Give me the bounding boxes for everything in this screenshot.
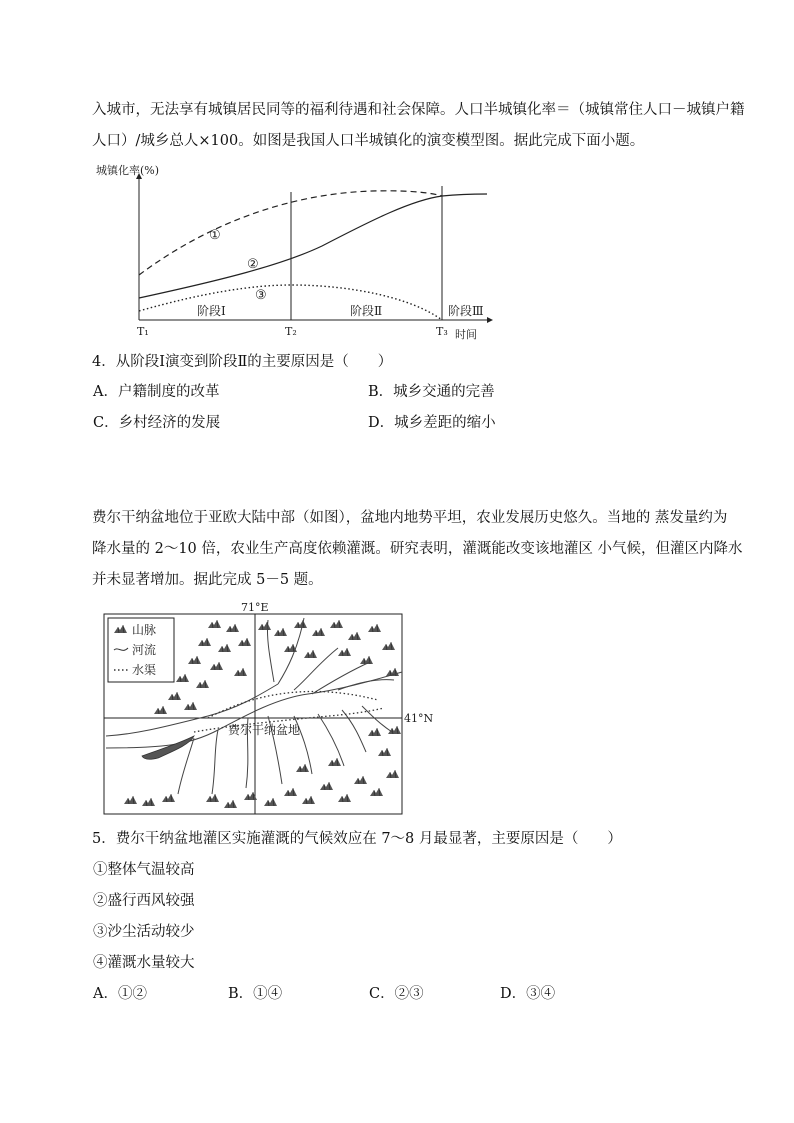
y-axis-label: 城镇化率(%) bbox=[96, 164, 160, 177]
tick-t2: T₂ bbox=[285, 325, 297, 338]
q5-stem: 5．费尔干纳盆地灌区实施灌溉的气候效应在 7～8 月最显著，主要原因是（ ） bbox=[92, 831, 622, 847]
q5-statement-3: ③沙尘活动较少 bbox=[93, 924, 195, 940]
curve-label-3: ③ bbox=[255, 288, 267, 303]
latitude-label: 41°N bbox=[404, 712, 434, 725]
tick-t3: T₃ bbox=[436, 325, 448, 338]
curve-label-1: ① bbox=[209, 228, 221, 243]
stage-label-1: 阶段Ⅰ bbox=[197, 304, 226, 318]
q5-option-b[interactable]: B．①④ bbox=[228, 986, 283, 1002]
longitude-label: 71°E bbox=[241, 601, 269, 614]
q5-option-d[interactable]: D．③④ bbox=[500, 986, 556, 1002]
q5-statement-1: ①整体气温较高 bbox=[93, 862, 195, 878]
q5-statement-4: ④灌溉水量较大 bbox=[93, 955, 195, 971]
q4-option-d[interactable]: D．城乡差距的缩小 bbox=[368, 415, 496, 431]
map-legend bbox=[108, 618, 174, 682]
q4-option-b[interactable]: B．城乡交通的完善 bbox=[368, 384, 495, 400]
legend-river-label: 河流 bbox=[132, 643, 157, 657]
q5-option-c[interactable]: C．②③ bbox=[369, 986, 424, 1002]
curve-label-2: ② bbox=[247, 257, 259, 272]
passage2-line-1: 费尔干纳盆地位于亚欧大陆中部（如图），盆地内地势平坦，农业发展历史悠久。当地的 蒸发量约为 bbox=[92, 510, 728, 526]
curve-2 bbox=[139, 194, 487, 298]
q4-option-c[interactable]: C．乡村经济的发展 bbox=[93, 415, 221, 431]
passage2-line-2: 降水量的 2～10 倍，农业生产高度依赖灌溉。研究表明，灌溉能改变该地灌区 小气候，但灌区内降水 bbox=[92, 541, 743, 557]
basin-label: 费尔干纳盆地 bbox=[228, 723, 301, 737]
passage2-line-3: 并未显著增加。据此完成 5－5 题。 bbox=[92, 572, 323, 588]
stage-label-3: 阶段Ⅲ bbox=[448, 304, 484, 318]
fergana-basin-map bbox=[98, 598, 438, 818]
q5-option-a[interactable]: A．①② bbox=[93, 986, 147, 1002]
intro-line-2: 人口）/城乡总人×100。如图是我国人口半城镇化的演变模型图。据此完成下面小题。 bbox=[92, 133, 645, 149]
tick-t1: T₁ bbox=[137, 325, 149, 338]
legend-canal-label: 水渠 bbox=[132, 663, 157, 677]
x-axis-label: 时间 bbox=[455, 328, 477, 340]
stage-label-2: 阶段Ⅱ bbox=[350, 304, 383, 318]
semi-urbanization-model-figure bbox=[92, 158, 502, 340]
q4-stem: 4．从阶段Ⅰ演变到阶段Ⅱ的主要原因是（ ） bbox=[92, 354, 393, 370]
q4-option-a[interactable]: A．户籍制度的改革 bbox=[93, 384, 220, 400]
q5-statement-2: ②盛行西风较强 bbox=[93, 893, 195, 909]
legend-mountain-label: 山脉 bbox=[132, 623, 157, 637]
intro-line-1: 入城市，无法享有城镇居民同等的福利待遇和社会保障。人口半城镇化率＝（城镇常住人口－城镇户籍 bbox=[92, 102, 745, 118]
